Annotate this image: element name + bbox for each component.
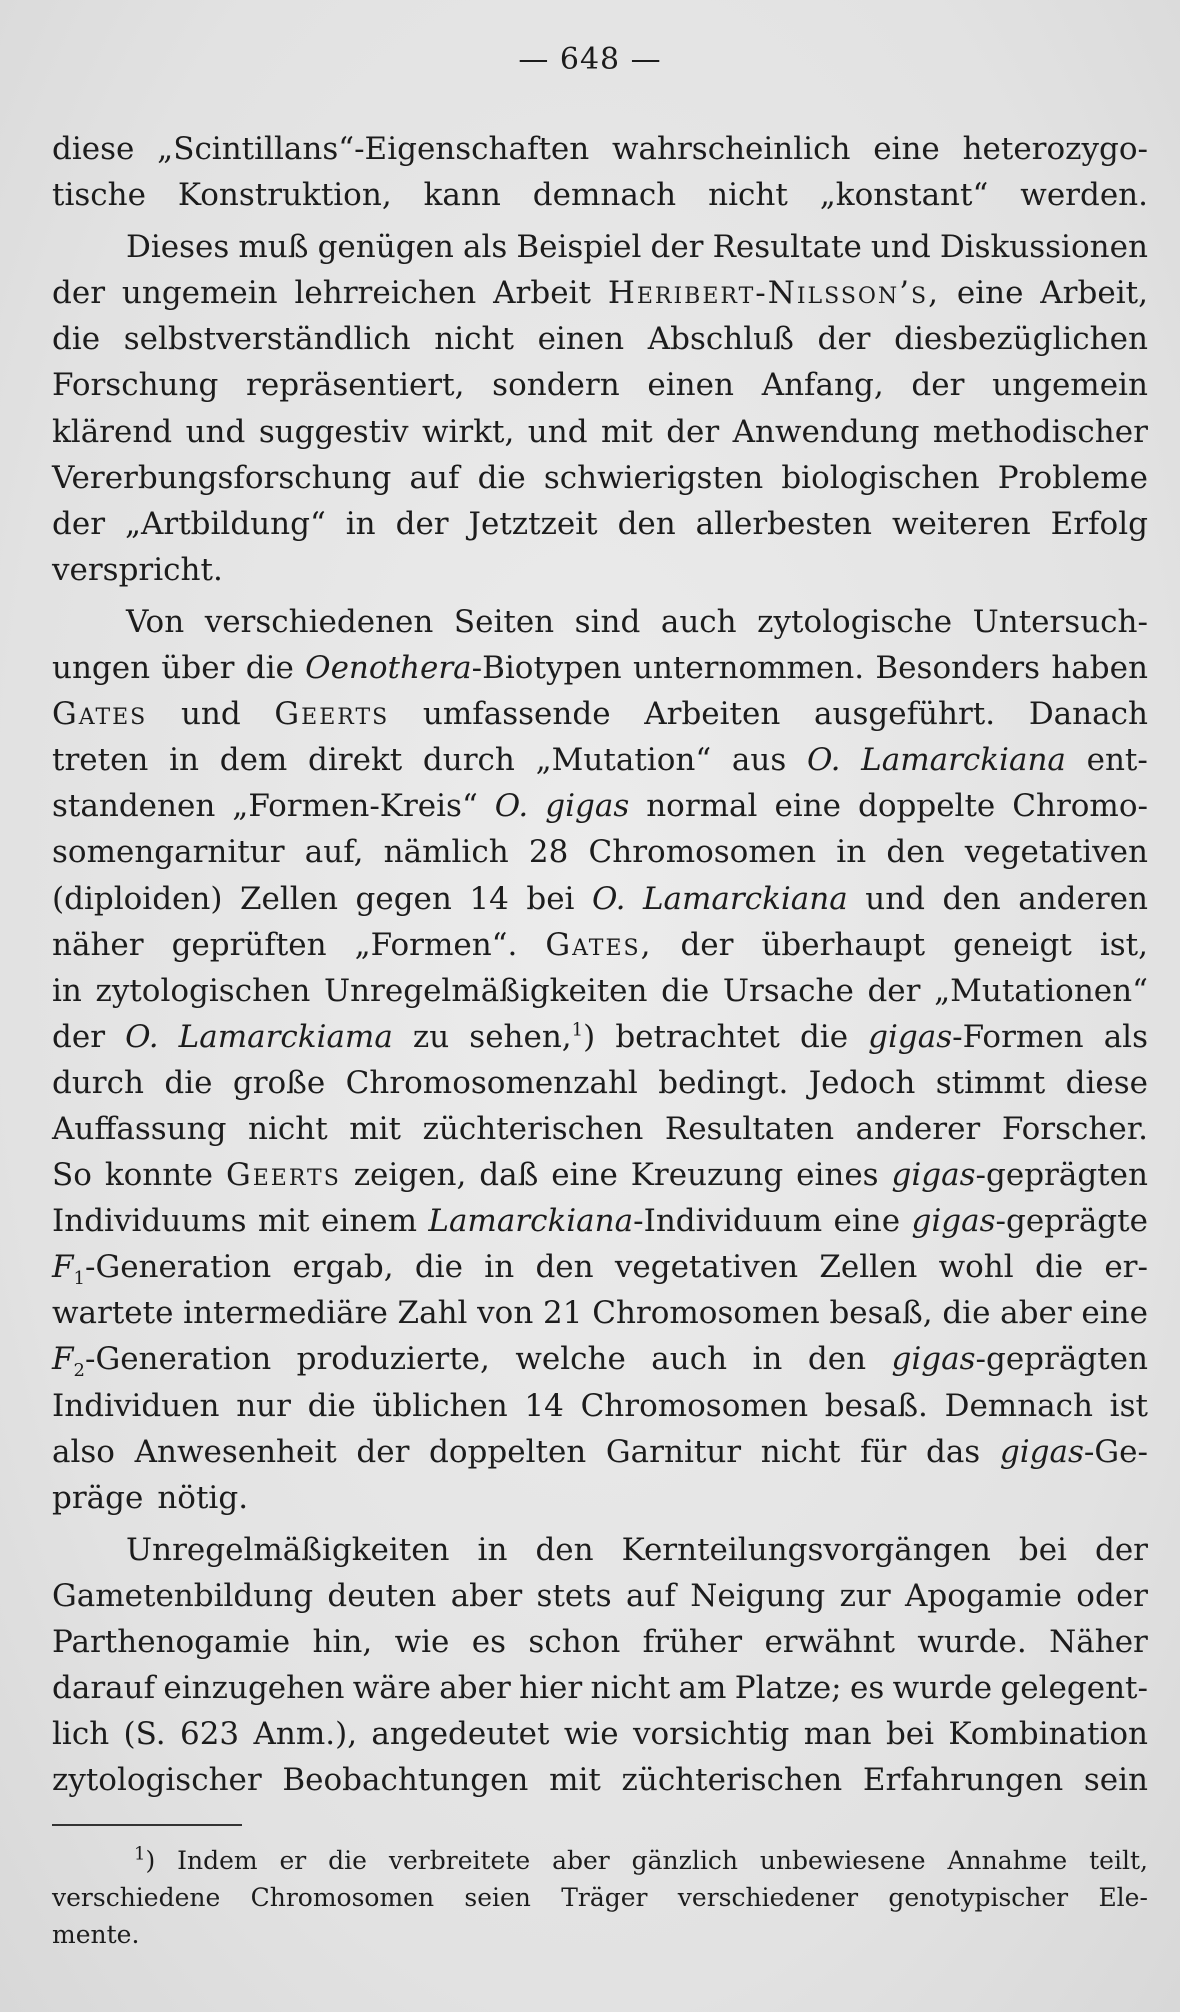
taxon-name: O. (494, 788, 529, 825)
text-line: Forschung repräsentiert, sondern einen Anfang, der ungemein (52, 367, 1148, 404)
taxon-name: Lamarckiama (178, 1018, 393, 1055)
text-line: zytologischer Beobachtungen mit züchterischen Erfahrungen sein (52, 1762, 1148, 1799)
taxon-name: gigas (545, 788, 630, 825)
taxon-name: gigas (999, 1433, 1084, 1470)
text-line: darauf einzugehen wäre aber hier nicht am Platze; es wurde gelegent- (52, 1670, 1148, 1707)
generation-symbol: F (52, 1249, 74, 1286)
text-line: tische Konstruktion, kann demnach nicht „konstant“ werden. (52, 177, 1148, 214)
text-line: durch die große Chromosomenzahl bedingt. Jedoch stimmt diese (52, 1064, 1148, 1101)
author-name: Heribert-Nilsson’s, (607, 275, 940, 312)
text-line: treten in dem direkt durch „Mutation“ aus O. Lamarckiana ent- (52, 737, 1148, 783)
footnote-line: verschiedene Chromosomen seien Träger verschiedener genotypischer Ele- (52, 1883, 1148, 1912)
page-number: — 648 — (518, 42, 662, 77)
text-line: lich (S. 623 Anm.), angedeutet wie vorsichtig man bei Kombination (52, 1716, 1148, 1753)
text-line: der ungemein lehrreichen Arbeit Heribert-Nilsson’s, eine Arbeit, (52, 270, 1148, 316)
text-line: verspricht. (52, 551, 223, 588)
taxon-name: O. (806, 742, 841, 779)
generation-symbol: F (52, 1341, 74, 1378)
text-line: klärend und suggestiv wirkt, und mit der Anwendung methodischer (52, 413, 1148, 450)
author-name: Geerts (274, 696, 390, 733)
author-name: Geerts (225, 1157, 341, 1194)
taxon-name: Lamarckiana (642, 880, 848, 917)
taxon-name: O. (591, 880, 626, 917)
text-line: in zytologischen Unregelmäßigkeiten die Ursache der „Mutationen“ (52, 972, 1148, 1009)
footnote-line: $^1$) Indem er die verbreitete aber gänzlich unbewiesene Annahme teilt, (134, 1843, 1148, 1875)
taxon-name: Oenothera (305, 650, 472, 687)
text-line: Gates und Geerts umfassende Arbeiten ausgeführt. Danach (52, 691, 1148, 737)
footnote-marker: 1 (134, 1843, 146, 1865)
text-line: wartete intermediäre Zahl von 21 Chromosomen besaß, die aber eine (52, 1295, 1148, 1332)
text-line: $F_1$-Generation ergab, die in den vegetativen Zellen wohl die er- (52, 1249, 1148, 1290)
text-line: Unregelmäßigkeiten in den Kernteilungsvorgängen bei der (126, 1531, 1148, 1568)
author-name: Gates, (545, 926, 653, 963)
taxon-name: gigas (911, 1203, 996, 1240)
text-line: Dieses muß genügen als Beispiel der Resultate und Diskussionen (126, 229, 1148, 266)
text-line: Individuums mit einem Lamarckiana-Individuum eine gigas-geprägte (52, 1203, 1148, 1240)
text-line: somengarnitur auf, nämlich 28 Chromosomen in den vegetativen (52, 834, 1148, 871)
text-line: diese „Scintillans“-Eigenschaften wahrscheinlich eine heterozygo- (52, 131, 1148, 167)
taxon-name: gigas (891, 1341, 976, 1378)
text-line: der O. Lamarckiama zu sehen,$^1$) betrachtet die gigas-Formen als (52, 1014, 1148, 1060)
text-line: $F_2$-Generation produzierte, welche auch in den gigas-geprägten (52, 1341, 1148, 1382)
text-line: Gametenbildung deuten aber stets auf Neigung zur Apogamie oder (52, 1577, 1148, 1614)
main-text (52, 126, 1148, 1803)
text-line: standenen „Formen-Kreis“ O. gigas normal eine doppelte Chromo- (52, 783, 1148, 829)
text-line: näher geprüften „Formen“. Gates, der überhaupt geneigt ist, (52, 922, 1148, 968)
taxon-name: gigas (868, 1018, 953, 1055)
text-line: Individuen nur die üblichen 14 Chromosomen besaß. Demnach ist (52, 1387, 1148, 1424)
text-line: Parthenogamie hin, wie es schon früher erwähnt wurde. Näher (52, 1624, 1148, 1660)
text-line: Auffassung nicht mit züchterischen Resultaten anderer Forscher. (52, 1110, 1148, 1147)
footnote (52, 1842, 1148, 1953)
footnote-ref[interactable]: 1 (571, 1019, 584, 1041)
text-line: Vererbungsforschung auf die schwierigsten biologischen Probleme (52, 459, 1148, 496)
taxon-name: gigas (891, 1157, 976, 1194)
footnote-line: mente. (52, 1920, 140, 1949)
author-name: Gates (52, 696, 148, 733)
text-line: ungen über die Oenothera-Biotypen unternommen. Besonders haben (52, 650, 1148, 687)
text-line: Von verschiedenen Seiten sind auch zytologische Untersuch- (126, 603, 1148, 640)
footnote-rule (52, 1824, 242, 1826)
text-line: So konnte Geerts zeigen, daß eine Kreuzung eines gigas-geprägten (52, 1152, 1148, 1198)
text-line: (diploiden) Zellen gegen 14 bei O. Lamarckiana und den anderen (52, 876, 1148, 922)
text-line: also Anwesenheit der doppelten Garnitur nicht für das gigas-Ge- (52, 1433, 1148, 1470)
taxon-name: Lamarckiana (861, 742, 1066, 779)
text-line: präge nötig. (52, 1479, 249, 1516)
taxon-name: Lamarckiana (428, 1203, 634, 1240)
text-line: der „Artbildung“ in der Jetztzeit den allerbesten weiteren Erfolg (52, 505, 1148, 542)
taxon-name: O. (125, 1018, 159, 1055)
text-line: die selbstverständlich nicht einen Abschluß der diesbezüglichen (52, 321, 1148, 358)
